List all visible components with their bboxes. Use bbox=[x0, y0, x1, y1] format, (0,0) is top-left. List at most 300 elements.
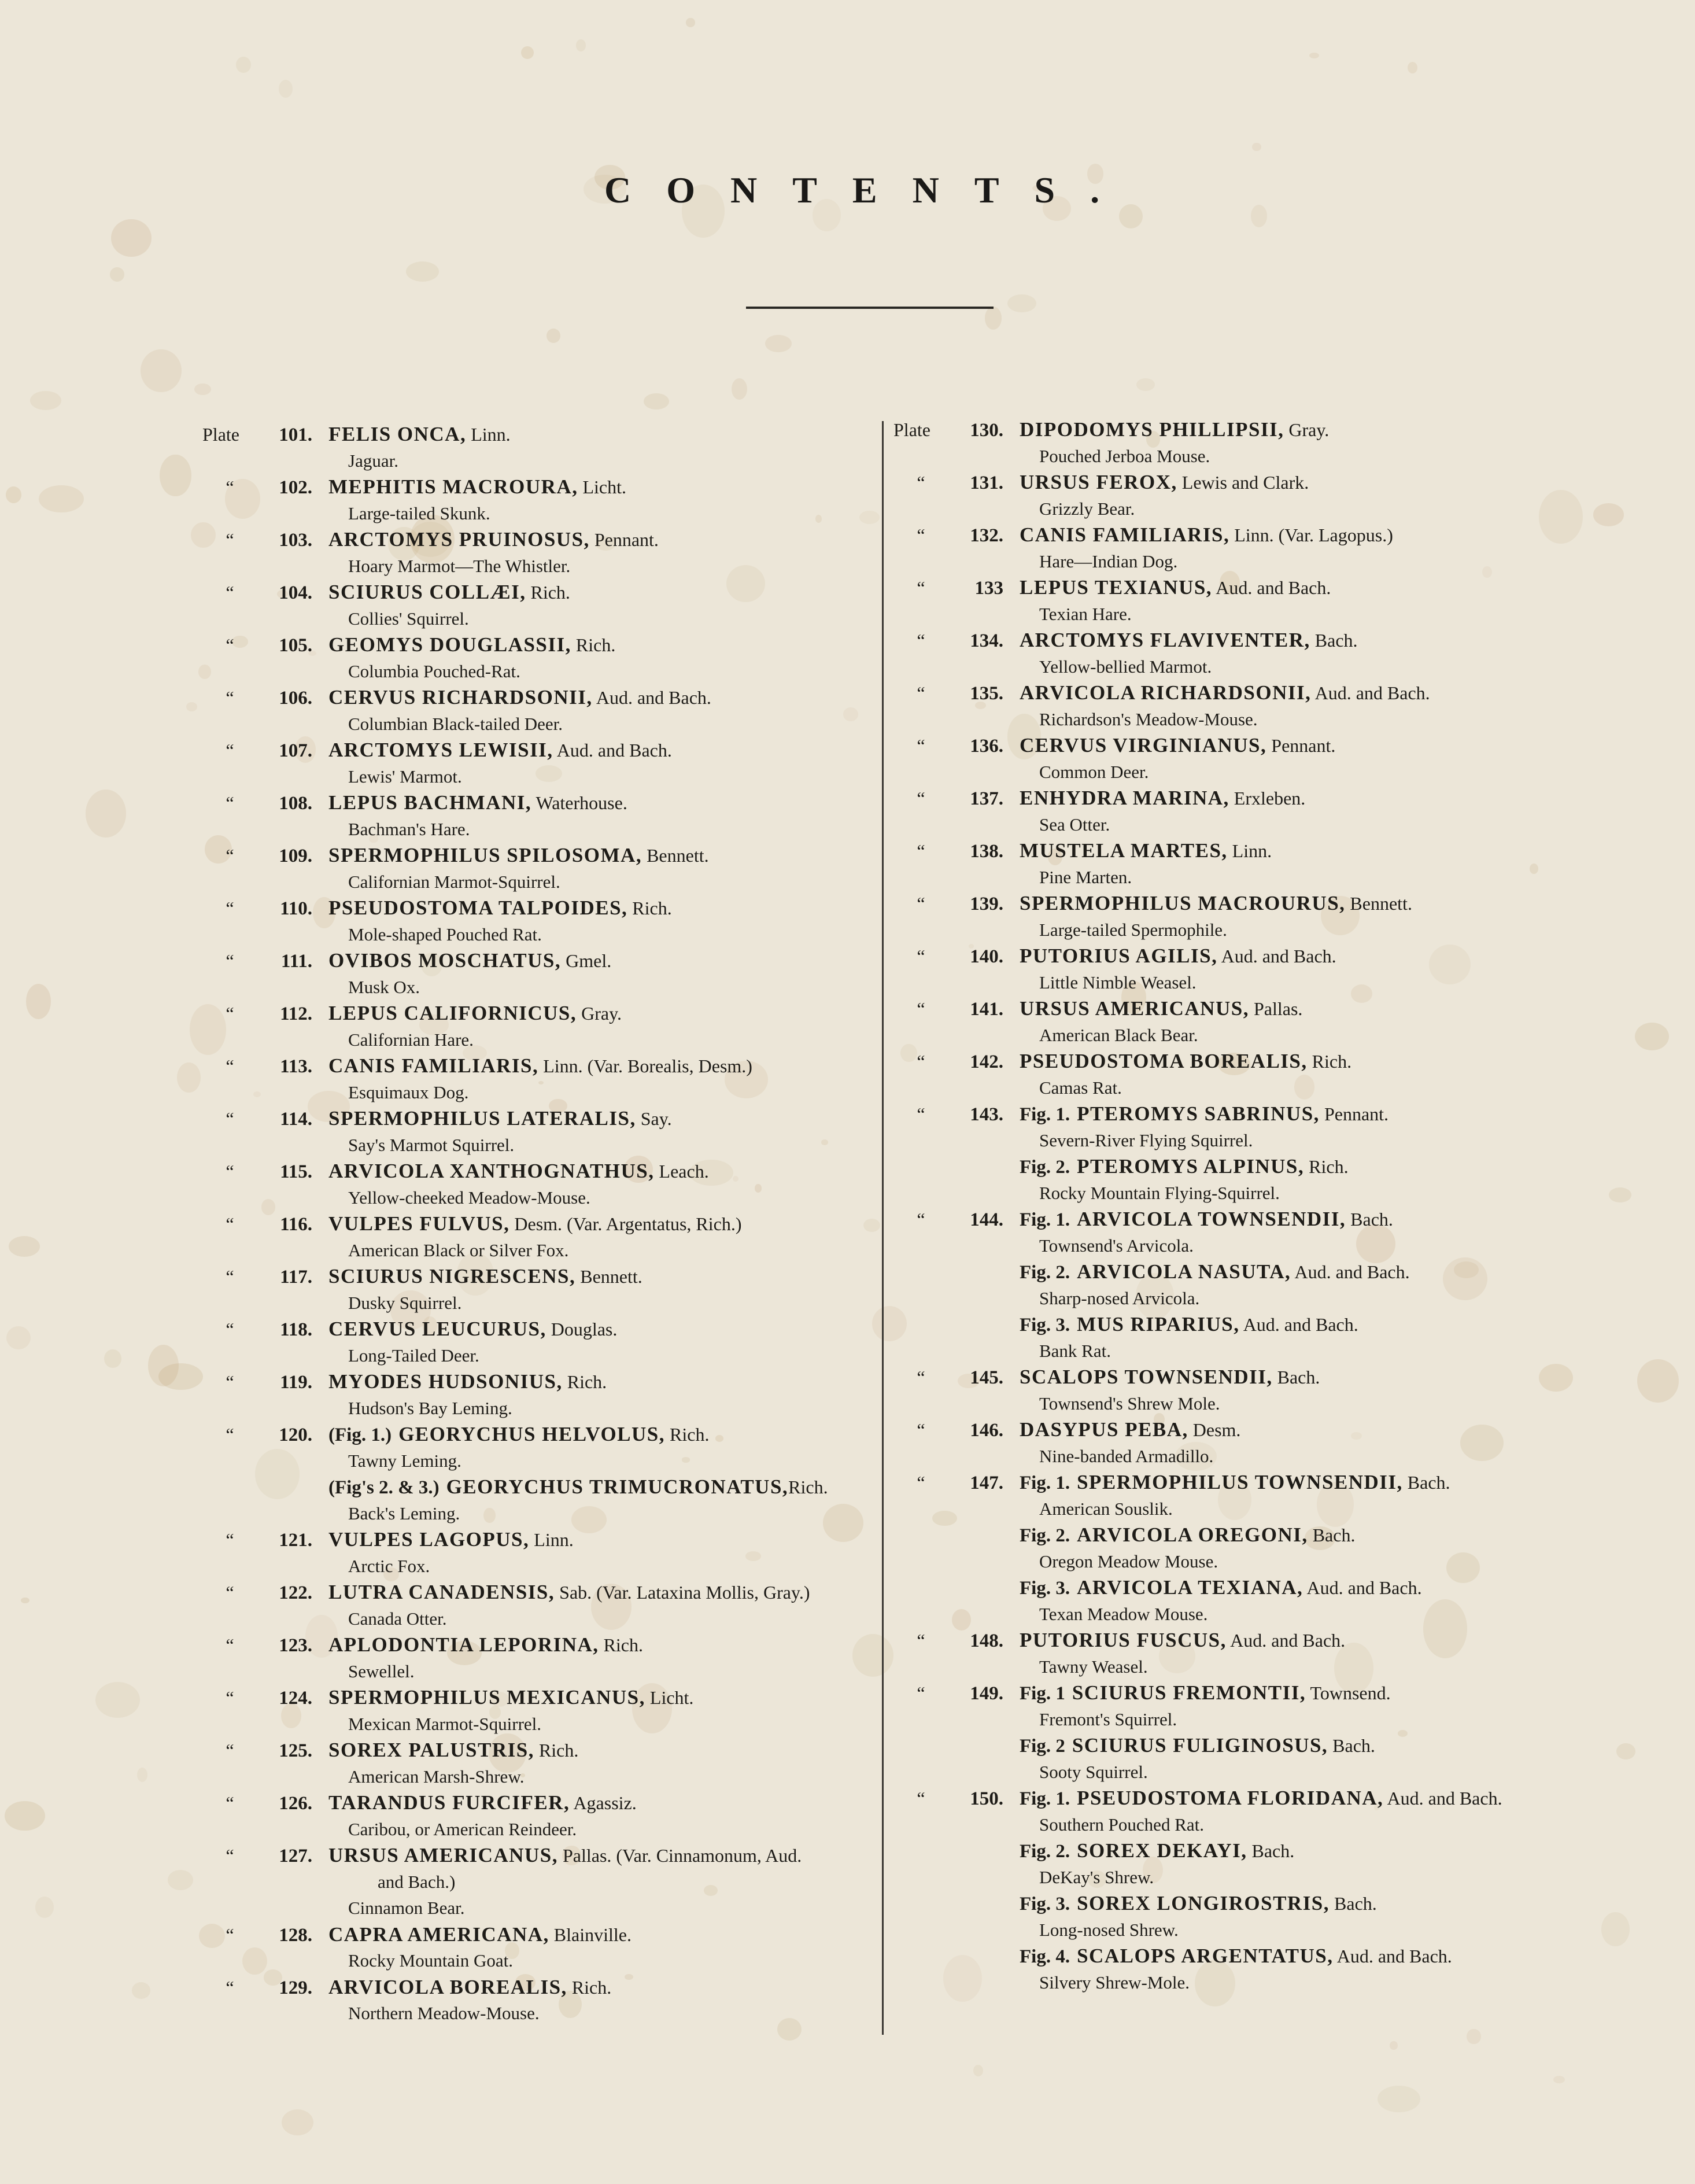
scientific-name: SCIURUS FREMONTII, bbox=[1072, 1681, 1306, 1704]
plate-entry bbox=[893, 522, 1564, 574]
authority: Rich. bbox=[562, 1371, 607, 1392]
entry-species-line bbox=[202, 1316, 879, 1342]
entry-common-line bbox=[202, 763, 879, 790]
entry-species-line bbox=[202, 1474, 879, 1500]
foxing-spot bbox=[1136, 378, 1155, 391]
plate-label: “ bbox=[917, 998, 925, 1019]
authority: Gray. bbox=[577, 1003, 622, 1024]
plate-number: 117. bbox=[280, 1267, 312, 1287]
common-name: Yellow-bellied Marmot. bbox=[1039, 656, 1212, 677]
entry-species-line bbox=[202, 526, 879, 553]
entry-species-line bbox=[893, 1785, 1564, 1812]
entry-common-line bbox=[893, 548, 1564, 575]
common-name: Townsend's Shrew Mole. bbox=[1039, 1393, 1220, 1414]
entry-species-line bbox=[202, 1842, 879, 1869]
plate-number: 121. bbox=[279, 1530, 312, 1551]
entry-species-line bbox=[202, 1684, 879, 1711]
scientific-name: SPERMOPHILUS LATERALIS, bbox=[328, 1107, 636, 1130]
foxing-spot bbox=[1609, 1187, 1631, 1202]
scientific-name: ARCTOMYS FLAVIVENTER, bbox=[1020, 629, 1310, 651]
column-divider bbox=[882, 421, 884, 2035]
entry-common-line bbox=[893, 917, 1564, 943]
authority: Blainville. bbox=[549, 1924, 632, 1945]
entry-species-line bbox=[202, 1000, 879, 1027]
entry-common-line bbox=[202, 1658, 879, 1685]
entry-species-line bbox=[893, 1680, 1564, 1706]
scientific-name: LEPUS BACHMANI, bbox=[328, 791, 532, 814]
entry-common-line bbox=[893, 1338, 1564, 1364]
plate-label: “ bbox=[917, 1367, 925, 1388]
common-name: Little Nimble Weasel. bbox=[1039, 972, 1197, 993]
scientific-name: ENHYDRA MARINA, bbox=[1020, 787, 1229, 809]
figure-label: Fig. 3. bbox=[1020, 1894, 1070, 1914]
authority: Rich. bbox=[526, 582, 570, 603]
entry-common-line bbox=[202, 711, 879, 737]
authority: Bach. bbox=[1346, 1209, 1393, 1230]
plate-label: “ bbox=[917, 840, 925, 861]
plate-entry bbox=[202, 474, 879, 526]
plate-label: “ bbox=[226, 898, 234, 918]
plate-label: “ bbox=[226, 1582, 234, 1603]
common-name: Oregon Meadow Mouse. bbox=[1039, 1551, 1218, 1571]
page-title: CONTENTS. bbox=[604, 169, 1135, 211]
authority: Bach. bbox=[1308, 1525, 1356, 1545]
scientific-name: SOREX LONGIROSTRIS, bbox=[1077, 1892, 1330, 1914]
plate-entry bbox=[202, 790, 879, 842]
entry-common-line bbox=[202, 1895, 879, 1921]
plate-label: “ bbox=[917, 735, 925, 756]
foxing-spot bbox=[158, 1363, 203, 1390]
plate-label: “ bbox=[226, 582, 234, 603]
plate-label: “ bbox=[226, 1056, 234, 1076]
plate-label: “ bbox=[917, 1788, 925, 1809]
common-name: Richardson's Meadow-Mouse. bbox=[1039, 709, 1258, 729]
entry-common-line bbox=[202, 869, 879, 895]
plate-entry bbox=[202, 1737, 879, 1790]
entry-common-line bbox=[893, 1759, 1564, 1785]
scientific-name: LUTRA CANADENSIS, bbox=[328, 1581, 555, 1603]
plate-label: “ bbox=[226, 634, 234, 655]
entry-common-line bbox=[893, 443, 1564, 470]
plate-entry bbox=[893, 943, 1564, 995]
foxing-spot bbox=[1616, 1743, 1635, 1760]
plate-entry bbox=[202, 1158, 879, 1211]
figure-label: (Fig's 2. & 3.) bbox=[328, 1477, 440, 1498]
common-name: American Souslik. bbox=[1039, 1498, 1173, 1519]
plate-label: “ bbox=[226, 950, 234, 971]
entry-common-line bbox=[202, 2000, 879, 2027]
authority: Aud. and Bach. bbox=[592, 687, 711, 708]
foxing-spot bbox=[30, 391, 61, 410]
figure-label: Fig. 1 bbox=[1020, 1683, 1065, 1704]
foxing-spot bbox=[765, 335, 792, 352]
plate-label: “ bbox=[917, 525, 925, 545]
authority: Linn. bbox=[466, 424, 511, 445]
entry-species-line bbox=[893, 416, 1564, 443]
plate-label: “ bbox=[226, 1108, 234, 1129]
entry-species-line bbox=[202, 790, 879, 816]
plate-number: 137. bbox=[970, 788, 1003, 809]
common-name: Sooty Squirrel. bbox=[1039, 1761, 1148, 1782]
foxing-spot bbox=[35, 1897, 54, 1918]
common-name: Texan Meadow Mouse. bbox=[1039, 1603, 1208, 1624]
figure-label: Fig. 2. bbox=[1020, 1841, 1070, 1862]
title-rule bbox=[746, 307, 994, 309]
plate-label: “ bbox=[917, 1051, 925, 1072]
entry-species-line bbox=[202, 1632, 879, 1658]
authority: Linn. bbox=[1227, 840, 1272, 861]
foxing-spot bbox=[1637, 1359, 1679, 1403]
plate-number: 141. bbox=[970, 999, 1003, 1020]
plate-label: “ bbox=[917, 893, 925, 914]
foxing-spot bbox=[110, 267, 124, 282]
scientific-name: SOREX PALUSTRIS, bbox=[328, 1739, 534, 1761]
entry-species-line bbox=[893, 1048, 1564, 1075]
plate-entry bbox=[202, 1211, 879, 1263]
common-name: Californian Hare. bbox=[348, 1029, 474, 1050]
foxing-spot bbox=[39, 485, 84, 513]
plate-label: “ bbox=[226, 1924, 234, 1945]
plate-label: “ bbox=[226, 1740, 234, 1761]
entry-common-line bbox=[202, 1079, 879, 1106]
plate-number: 132. bbox=[970, 525, 1003, 546]
plate-number: 101. bbox=[279, 425, 312, 445]
plate-number: 109. bbox=[279, 846, 312, 866]
plate-entry bbox=[893, 469, 1564, 522]
common-name: Texian Hare. bbox=[1039, 603, 1132, 624]
foxing-spot bbox=[1635, 1023, 1669, 1050]
figure-label: Fig. 1. bbox=[1020, 1104, 1070, 1125]
common-name: Collies' Squirrel. bbox=[348, 608, 469, 629]
plate-number: 150. bbox=[970, 1788, 1003, 1809]
figure-label: Fig. 2. bbox=[1020, 1262, 1070, 1283]
entry-common-line bbox=[893, 1969, 1564, 1996]
figure-label: Fig. 1. bbox=[1020, 1209, 1070, 1230]
foxing-spot bbox=[282, 2109, 313, 2135]
plate-entry bbox=[893, 1101, 1564, 1206]
entry-common-line bbox=[202, 1947, 879, 1974]
foxing-spot bbox=[236, 57, 251, 73]
contents-column-left bbox=[202, 421, 879, 2027]
scientific-name: DIPODOMYS PHILLIPSII, bbox=[1020, 418, 1284, 441]
authority: Rich. bbox=[567, 1976, 612, 1998]
plate-number: 106. bbox=[279, 688, 312, 709]
common-name: Southern Pouched Rat. bbox=[1039, 1814, 1204, 1835]
figure-label: Fig. 1. bbox=[1020, 1788, 1070, 1809]
entry-species-line bbox=[893, 522, 1564, 548]
authority: Desm. (Var. Argentatus, Rich.) bbox=[509, 1213, 742, 1234]
plate-entry bbox=[202, 1263, 879, 1316]
common-name: Californian Marmot-Squirrel. bbox=[348, 871, 560, 892]
entry-common-line bbox=[893, 1022, 1564, 1049]
foxing-spot bbox=[732, 378, 747, 400]
scientific-name: CERVUS LEUCURUS, bbox=[328, 1318, 546, 1340]
foxing-spot bbox=[6, 486, 21, 503]
scientific-name: ARVICOLA TEXIANA, bbox=[1077, 1576, 1303, 1599]
entry-common-line bbox=[202, 500, 879, 527]
plate-number: 108. bbox=[279, 793, 312, 814]
figure-label: (Fig. 1.) bbox=[328, 1425, 392, 1445]
entry-common-line bbox=[893, 1285, 1564, 1312]
common-name: Tawny Leming. bbox=[348, 1450, 461, 1471]
plate-entry bbox=[202, 1579, 879, 1632]
authority: Townsend. bbox=[1306, 1683, 1391, 1703]
common-name: Hoary Marmot—The Whistler. bbox=[348, 555, 571, 576]
entry-common-line bbox=[893, 1548, 1564, 1575]
plate-number: 130. bbox=[970, 420, 1003, 441]
common-name: Rocky Mountain Goat. bbox=[348, 1950, 513, 1971]
scientific-name: PTEROMYS ALPINUS, bbox=[1077, 1155, 1305, 1178]
plate-label: “ bbox=[917, 472, 925, 493]
plate-entry bbox=[893, 1364, 1564, 1416]
plate-number: 129. bbox=[279, 1977, 312, 1998]
plate-label: “ bbox=[226, 1213, 234, 1234]
scientific-name: PUTORIUS AGILIS, bbox=[1020, 945, 1218, 967]
entry-common-line bbox=[202, 1342, 879, 1369]
plate-entry bbox=[202, 1974, 879, 2027]
plate-label: “ bbox=[917, 1104, 925, 1124]
plate-label: “ bbox=[917, 630, 925, 651]
entry-common-line bbox=[202, 1500, 879, 1527]
common-name: Canada Otter. bbox=[348, 1608, 447, 1629]
entry-species-line bbox=[202, 421, 879, 448]
entry-species-line bbox=[893, 1838, 1564, 1864]
foxing-spot bbox=[6, 1326, 31, 1350]
authority: Aud. and Bach. bbox=[1212, 577, 1331, 598]
entry-common-line bbox=[202, 1448, 879, 1474]
figure-label: Fig. 4. bbox=[1020, 1946, 1070, 1967]
plate-label: “ bbox=[917, 946, 925, 966]
entry-common-line bbox=[202, 1290, 879, 1316]
authority: Licht. bbox=[578, 477, 626, 497]
foxing-spot bbox=[5, 1801, 45, 1831]
entry-common-line bbox=[893, 1443, 1564, 1470]
entry-species-line bbox=[893, 1469, 1564, 1496]
authority: Rich. bbox=[1307, 1051, 1352, 1072]
plate-number: 118. bbox=[280, 1319, 312, 1340]
plate-entry bbox=[202, 1105, 879, 1158]
entry-species-line bbox=[893, 1890, 1564, 1917]
scientific-name: ARVICOLA RICHARDSONII, bbox=[1020, 681, 1312, 704]
plate-entry bbox=[893, 785, 1564, 838]
plate-entry bbox=[202, 737, 879, 790]
entry-common-line bbox=[893, 1233, 1564, 1259]
plate-entry bbox=[202, 1000, 879, 1053]
plate-entry bbox=[202, 895, 879, 947]
common-name: American Marsh-Shrew. bbox=[348, 1766, 525, 1787]
authority: Linn. bbox=[529, 1529, 574, 1550]
foxing-spot bbox=[95, 1682, 140, 1718]
authority: Sab. (Var. Lataxina Mollis, Gray.) bbox=[555, 1582, 810, 1603]
plate-number: 124. bbox=[279, 1688, 312, 1709]
authority: Agassiz. bbox=[570, 1792, 637, 1813]
foxing-spot bbox=[148, 1345, 179, 1386]
entry-species-line bbox=[202, 1737, 879, 1764]
entry-common-line bbox=[202, 1395, 879, 1422]
common-name: Bank Rat. bbox=[1039, 1340, 1111, 1361]
plate-label: “ bbox=[226, 477, 234, 497]
authority: Douglas. bbox=[546, 1319, 618, 1340]
common-name: Lewis' Marmot. bbox=[348, 766, 462, 787]
entry-species-line bbox=[893, 680, 1564, 706]
scientific-name: URSUS AMERICANUS, bbox=[1020, 997, 1249, 1020]
plate-number: 128. bbox=[279, 1924, 312, 1946]
figure-label: Fig. 2 bbox=[1020, 1736, 1065, 1757]
foxing-spot bbox=[279, 80, 293, 97]
plate-label: “ bbox=[917, 1683, 925, 1703]
plate-number: 142. bbox=[970, 1052, 1003, 1072]
plate-entry bbox=[202, 526, 879, 579]
scientific-name: GEORYCHUS HELVOLUS, bbox=[398, 1423, 666, 1445]
entry-common-line bbox=[202, 1606, 879, 1632]
scientific-name: DASYPUS PEBA, bbox=[1020, 1418, 1188, 1441]
plate-label: “ bbox=[226, 740, 234, 761]
plate-label: “ bbox=[917, 682, 925, 703]
common-name: Mexican Marmot-Squirrel. bbox=[348, 1713, 542, 1734]
entry-species-line bbox=[893, 1259, 1564, 1285]
plate-number: 143. bbox=[970, 1104, 1003, 1125]
entry-species-line bbox=[893, 1206, 1564, 1233]
scientific-name: MUS RIPARIUS, bbox=[1077, 1313, 1240, 1336]
plate-entry bbox=[893, 732, 1564, 785]
plate-label: Plate bbox=[202, 424, 239, 445]
scientific-name: CAPRA AMERICANA, bbox=[328, 1923, 549, 1946]
authority: Rich. bbox=[534, 1740, 579, 1761]
plate-entry bbox=[893, 416, 1564, 469]
foxing-spot bbox=[104, 1349, 121, 1368]
scientific-name: MUSTELA MARTES, bbox=[1020, 839, 1228, 862]
entry-common-line bbox=[202, 974, 879, 1001]
plate-number: 122. bbox=[279, 1582, 312, 1603]
entry-species-line bbox=[202, 1263, 879, 1290]
plate-entry bbox=[202, 947, 879, 1000]
scientific-name: LEPUS CALIFORNICUS, bbox=[328, 1002, 577, 1024]
entry-species-line bbox=[202, 1579, 879, 1606]
common-name: Severn-River Flying Squirrel. bbox=[1039, 1130, 1253, 1150]
plate-label: “ bbox=[917, 577, 925, 598]
plate-entry bbox=[202, 1053, 879, 1105]
authority: Bach. bbox=[1272, 1367, 1320, 1388]
common-name: American Black Bear. bbox=[1039, 1024, 1198, 1045]
authority: Aud. and Bach. bbox=[1226, 1630, 1346, 1651]
plate-number: 105. bbox=[279, 635, 312, 656]
entry-common-line bbox=[893, 1075, 1564, 1101]
entry-species-line bbox=[202, 684, 879, 711]
plate-entry bbox=[893, 627, 1564, 680]
scientific-name: APLODONTIA LEPORINA, bbox=[328, 1633, 599, 1656]
scientific-name: MEPHITIS MACROURA, bbox=[328, 475, 578, 498]
entry-species-line bbox=[202, 1368, 879, 1395]
entry-species-line bbox=[202, 1211, 879, 1237]
entry-common-line bbox=[893, 1180, 1564, 1207]
scientific-name: SPERMOPHILUS MEXICANUS, bbox=[328, 1686, 645, 1709]
foxing-spot bbox=[521, 46, 534, 59]
plate-number: 145. bbox=[970, 1367, 1003, 1388]
common-name: Sewellel. bbox=[348, 1661, 415, 1681]
entry-common-line bbox=[893, 1654, 1564, 1680]
plate-number: 114. bbox=[280, 1109, 312, 1130]
entry-common-line bbox=[893, 811, 1564, 838]
entry-species-line bbox=[893, 890, 1564, 917]
entry-species-line bbox=[893, 1311, 1564, 1338]
figure-label: Fig. 1. bbox=[1020, 1473, 1070, 1493]
plate-label: “ bbox=[917, 1472, 925, 1493]
foxing-spot bbox=[1007, 294, 1036, 312]
entry-common-line bbox=[893, 496, 1564, 522]
foxing-spot bbox=[160, 455, 191, 497]
common-name: Townsend's Arvicola. bbox=[1039, 1235, 1194, 1256]
entry-common-line bbox=[202, 606, 879, 632]
plate-number: 107. bbox=[279, 740, 312, 761]
common-name: Hudson's Bay Leming. bbox=[348, 1397, 512, 1418]
entry-common-line bbox=[202, 448, 879, 474]
plate-number: 111. bbox=[280, 951, 312, 972]
entry-species-line bbox=[893, 995, 1564, 1022]
plate-number: 134. bbox=[970, 630, 1003, 651]
scientific-name: SPERMOPHILUS TOWNSENDII, bbox=[1077, 1471, 1403, 1493]
plate-entry bbox=[202, 684, 879, 737]
authority: Rich. bbox=[571, 634, 616, 655]
authority: Licht. bbox=[645, 1687, 694, 1708]
scientific-name: CANIS FAMILIARIS, bbox=[1020, 523, 1230, 546]
authority: Linn. (Var. Borealis, Desm.) bbox=[538, 1056, 752, 1076]
common-name: Rocky Mountain Flying-Squirrel. bbox=[1039, 1182, 1280, 1203]
plate-number: 115. bbox=[280, 1161, 312, 1182]
foxing-spot bbox=[1251, 205, 1267, 227]
entry-species-line bbox=[893, 785, 1564, 811]
authority: Bach. bbox=[1328, 1735, 1375, 1756]
plate-number: 136. bbox=[970, 736, 1003, 757]
entry-common-line bbox=[202, 1869, 879, 1895]
plate-label: “ bbox=[226, 687, 234, 708]
scientific-name: CANIS FAMILIARIS, bbox=[328, 1054, 539, 1077]
authority: Rich. bbox=[599, 1635, 643, 1655]
scientific-name: ARVICOLA NASUTA, bbox=[1077, 1260, 1291, 1283]
authority: Pennant. bbox=[1266, 735, 1336, 756]
entry-common-line bbox=[202, 1816, 879, 1843]
entry-species-line bbox=[202, 474, 879, 500]
scientific-name: LEPUS TEXIANUS, bbox=[1020, 576, 1213, 599]
common-name: Back's Leming. bbox=[348, 1503, 460, 1523]
common-name: American Black or Silver Fox. bbox=[348, 1239, 569, 1260]
plate-label: “ bbox=[226, 792, 234, 813]
plate-label: “ bbox=[226, 1529, 234, 1550]
common-name: Tawny Weasel. bbox=[1039, 1656, 1148, 1677]
plate-entry bbox=[893, 838, 1564, 890]
foxing-spot bbox=[137, 1768, 147, 1782]
plate-entry bbox=[893, 1680, 1564, 1785]
authority: Aud. and Bach. bbox=[1291, 1261, 1410, 1282]
entry-common-line bbox=[893, 1390, 1564, 1417]
plate-label: “ bbox=[917, 1630, 925, 1651]
scientific-name: MYODES HUDSONIUS, bbox=[328, 1370, 563, 1393]
plate-entry bbox=[893, 1785, 1564, 1995]
entry-common-line bbox=[893, 706, 1564, 733]
plate-entry bbox=[202, 1316, 879, 1368]
plate-entry bbox=[893, 1469, 1564, 1627]
authority: Bennett. bbox=[642, 845, 709, 866]
authority: Rich. bbox=[1304, 1156, 1349, 1177]
entry-species-line bbox=[893, 1522, 1564, 1548]
common-name: Caribou, or American Reindeer. bbox=[348, 1818, 577, 1839]
plate-label: “ bbox=[226, 1635, 234, 1655]
scientific-name: PUTORIUS FUSCUS, bbox=[1020, 1629, 1227, 1651]
entry-species-line bbox=[893, 1153, 1564, 1180]
authority: Aud. and Bach. bbox=[1383, 1788, 1502, 1809]
foxing-spot bbox=[985, 307, 1002, 329]
foxing-spot bbox=[1408, 62, 1417, 73]
plate-number: 126. bbox=[279, 1793, 312, 1814]
